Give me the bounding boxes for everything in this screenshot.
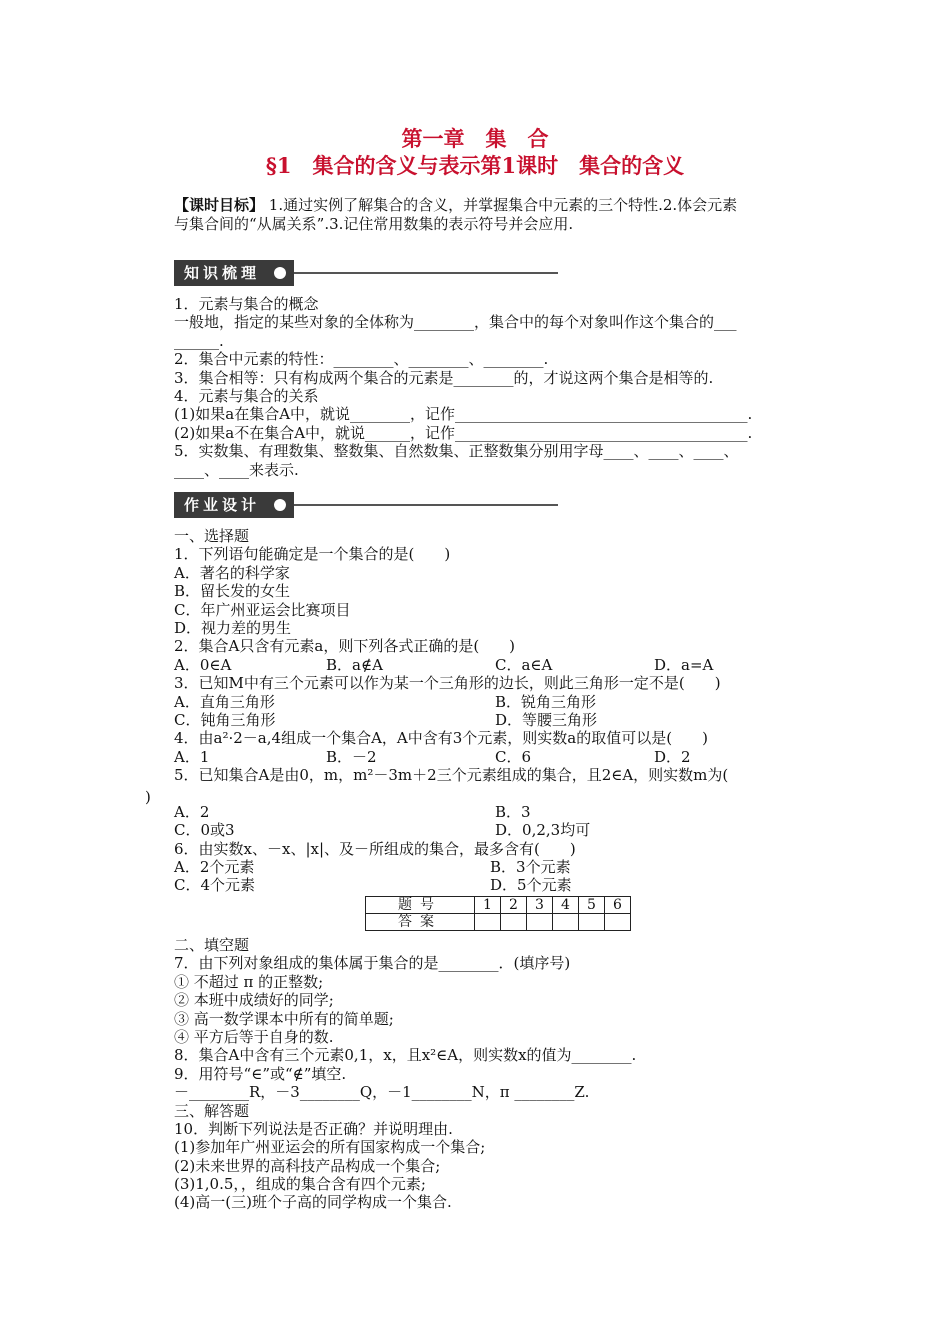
list-item: ③ 高一数学课本中所有的简单题; [174, 1009, 394, 1028]
options-row [174, 656, 834, 674]
options-row [174, 693, 834, 711]
knowledge-banner [174, 260, 558, 286]
answer-cell[interactable] [605, 914, 631, 931]
option: D．等腰三角形 [495, 710, 598, 729]
option: C．0或3 [174, 821, 235, 840]
option: D．0,2,3均可 [495, 821, 591, 840]
table-cell: 2 [501, 897, 527, 914]
bullet-dot-icon [274, 499, 286, 511]
question-3: 3．已知M中有三个元素可以作为某一个三角形的边长，则此三角形一定不是( ) [174, 674, 721, 693]
option: D．视力差的男生 [174, 618, 292, 637]
option: B．－2 [326, 747, 377, 766]
list-item: ④ 平方后等于自身的数. [174, 1027, 334, 1046]
homework-banner [174, 492, 558, 518]
knowledge-line: 一般地，指定的某些对象的全体称为________，集合中的每个对象叫作这个集合的___ [174, 313, 737, 332]
option: A．0∈A [174, 655, 232, 674]
list-item: (2)未来世界的高科技产品构成一个集合; [174, 1156, 441, 1175]
question-4: 4．由a²·2－a,4组成一个集合A，A中含有3个元素，则实数a的取值可以是( ) [174, 729, 708, 748]
option: D．5个元素 [490, 876, 572, 895]
option: C．a∈A [495, 655, 553, 674]
option: A．2个元素 [174, 858, 255, 877]
option: B．a∉A [326, 655, 383, 674]
question-1: 1．下列语句能确定是一个集合的是( ) [174, 545, 451, 564]
options-row [174, 711, 834, 729]
section-title: §1 集合的含义与表示第1课时 集合的含义 [265, 153, 685, 178]
knowledge-line: 1．元素与集合的概念 [174, 295, 319, 313]
question-9: 9．用符号“∈”或“∉”填空. [174, 1064, 347, 1083]
question-9-fill: －________R，－3________Q，－1________N，π ________Z. [174, 1083, 590, 1102]
options-row [174, 821, 834, 839]
knowledge-line: ______. [174, 331, 224, 350]
list-item: (3)1,0.5，，组成的集合含有四个元素; [174, 1175, 426, 1194]
option: C．年广州亚运会比赛项目 [174, 600, 351, 619]
options-row [174, 803, 834, 821]
option: A．2 [174, 802, 210, 821]
knowledge-line: 3．集合相等：只有构成两个集合的元素是________的，才说这两个集合是相等的. [174, 368, 714, 387]
answer-cell[interactable] [501, 914, 527, 931]
question-5-spacer [174, 784, 834, 802]
option: C．6 [495, 747, 532, 766]
answer-cell[interactable] [553, 914, 579, 931]
part-title: 三、解答题 [174, 1101, 250, 1120]
table-cell: 5 [579, 897, 605, 914]
question-6: 6．由实数x、－x、|x|、及－所组成的集合，最多含有( ) [174, 839, 576, 858]
table-row [366, 897, 631, 914]
question-7: 7．由下列对象组成的集体属于集合的是________．(填序号) [174, 954, 571, 973]
answer-cell[interactable] [475, 914, 501, 931]
option: D．a=A [654, 655, 714, 674]
options-row [174, 748, 834, 766]
question-5-paren: ) [145, 788, 151, 806]
option: B．3 [495, 802, 531, 821]
question-2: 2．集合A只含有元素a，则下列各式正确的是( ) [174, 637, 516, 656]
chapter-title: 第一章 集 合 [401, 126, 549, 151]
question-5: 5．已知集合A是由0，m，m²－3m＋2三个元素组成的集合，且2∈A，则实数m为( [174, 766, 729, 785]
option: B．锐角三角形 [495, 692, 597, 711]
knowledge-line: 2．集合中元素的特性：________、________、________. [174, 350, 549, 369]
answer-cell[interactable] [579, 914, 605, 931]
list-item: ① 不超过 π 的正整数; [174, 972, 324, 991]
option: C．4个元素 [174, 876, 256, 895]
bullet-dot-icon [274, 267, 286, 279]
objective-text-2: 与集合间的“从属关系”.3.记住常用数集的表示符号并会应用. [174, 215, 574, 233]
option: A．1 [174, 747, 210, 766]
table-header: 题号 [366, 897, 475, 914]
option: C．钝角三角形 [174, 710, 276, 729]
answer-table [365, 896, 631, 931]
table-header: 答案 [366, 914, 475, 931]
options-row [174, 876, 834, 894]
knowledge-banner-label: 知识梳理 [174, 260, 294, 286]
part-title: 一、选择题 [174, 527, 250, 545]
table-cell: 4 [553, 897, 579, 914]
options-row [174, 858, 834, 876]
list-item: (1)参加年广州亚运会的所有国家构成一个集合; [174, 1138, 486, 1157]
answer-cell[interactable] [527, 914, 553, 931]
part-title: 二、填空题 [174, 936, 250, 954]
banner-rule [294, 504, 558, 506]
list-item: (4)高一(三)班个子高的同学构成一个集合. [174, 1193, 452, 1212]
objective-label: 【课时目标】 [174, 196, 265, 214]
objective-text-1: 1.通过实例了解集合的含义，并掌握集合中元素的三个特性.2.体会元素 [264, 196, 738, 214]
homework-section-a [174, 527, 834, 895]
option: B．留长发的女生 [174, 582, 291, 601]
knowledge-line: (2)如果a不在集合A中，就说______，记作_______________________________________. [174, 423, 753, 442]
knowledge-line: (1)如果a在集合A中，就说________，记作_______________________________________. [174, 405, 753, 424]
knowledge-line: 4．元素与集合的关系 [174, 386, 319, 405]
lesson-objective [174, 196, 814, 234]
table-cell: 1 [475, 897, 501, 914]
knowledge-section [174, 295, 834, 479]
option: B．3个元素 [490, 858, 571, 877]
option: A．著名的科学家 [174, 563, 290, 582]
homework-section-b [174, 936, 834, 1212]
table-cell: 3 [527, 897, 553, 914]
banner-rule [294, 272, 558, 274]
option: D．2 [654, 747, 691, 766]
option: A．直角三角形 [174, 692, 275, 711]
table-row [366, 914, 631, 931]
homework-banner-label: 作业设计 [174, 492, 294, 518]
list-item: ② 本班中成绩好的同学; [174, 991, 334, 1010]
question-8: 8．集合A中含有三个元素0,1，x，且x²∈A，则实数x的值为________. [174, 1046, 637, 1065]
knowledge-line: 5．实数集、有理数集、整数集、自然数集、正整数集分别用字母____、____、____、 [174, 442, 739, 461]
knowledge-line: ____、____来表示. [174, 460, 299, 479]
table-cell: 6 [605, 897, 631, 914]
question-10: 10．判断下列说法是否正确？并说明理由. [174, 1119, 453, 1138]
